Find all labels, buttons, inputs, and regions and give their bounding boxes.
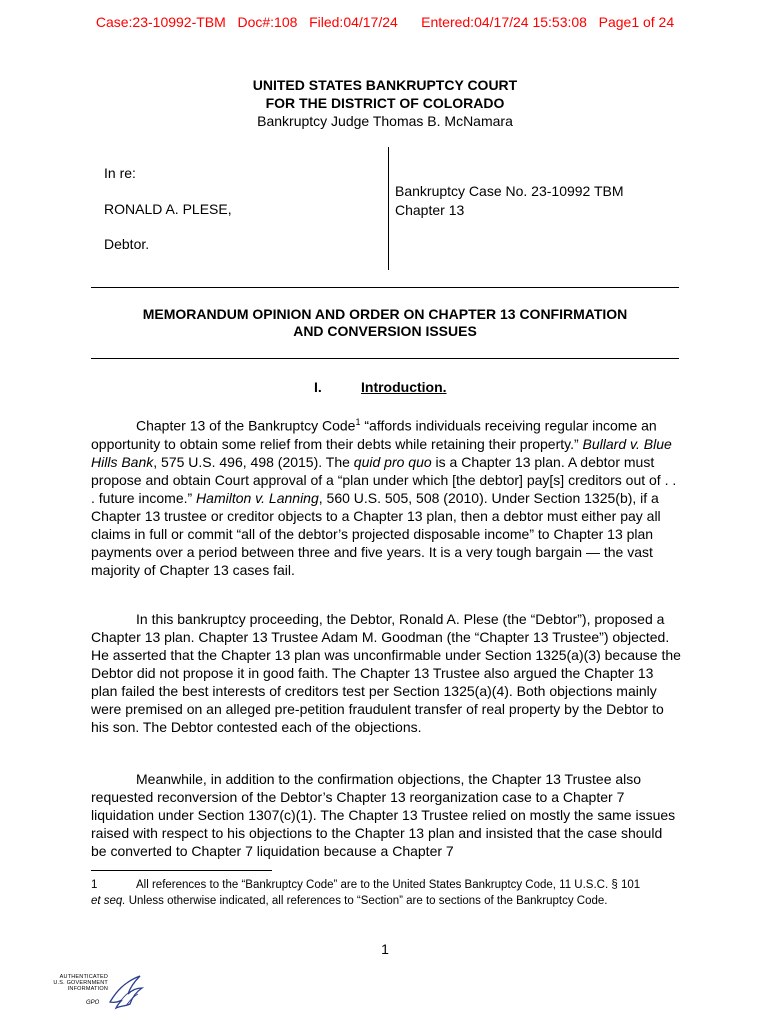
footnote-ref: 1 xyxy=(355,417,361,427)
judge-name: Bankruptcy Judge Thomas B. McNamara xyxy=(257,113,513,129)
footnote-1: 1 All references to the “Bankruptcy Code” are to the United States Bankruptcy Code, 11 U.S.C. § 101 et seq. Unless otherwise indicated, all references to “Section” are to sections of the Bankruptcy Code. xyxy=(91,879,641,907)
case-header-stamp: Case:23-10992-TBM Doc#:108 Filed:04/17/24 Entered:04/17/24 15:53:08 Page1 of 24 xyxy=(95,14,675,30)
document-title xyxy=(0,306,770,340)
gpo-logo-text: AUTHENTICATED U.S. GOVERNMENT INFORMATION xyxy=(53,974,108,992)
title-line2: AND CONVERSION ISSUES xyxy=(293,323,477,339)
eagle-icon xyxy=(106,972,146,1012)
court-heading xyxy=(0,76,770,130)
footnote-rule xyxy=(91,870,272,871)
gpo-label: GPO xyxy=(86,1000,100,1006)
title-rule-top xyxy=(91,287,679,288)
court-name-line1: UNITED STATES BANKRUPTCY COURT xyxy=(252,77,518,93)
caption-debtor-label: Debtor. xyxy=(104,236,150,252)
court-name-line2: FOR THE DISTRICT OF COLORADO xyxy=(265,95,505,111)
caption-debtor-name: RONALD A. PLESE, xyxy=(104,201,232,217)
page-number: 1 xyxy=(381,941,389,957)
section-title: Introduction. xyxy=(361,379,447,395)
title-line1: MEMORANDUM OPINION AND ORDER ON CHAPTER 13 CONFIRMATION xyxy=(142,306,628,322)
paragraph-3: Meanwhile, in addition to the confirmation objections, the Chapter 13 Trustee also requested reconversion of the Debtor’s Chapter 13 reorganization case to a Chapter 7 liquidation under Section 1307(c)(1). The Chapter 13 Trustee relied on mostly the same issues raised with respect to his objections to the Chapter 13 plan and insisted that the case should be converted to Chapter 7 liquidation because a Chapter 7 xyxy=(91,771,676,859)
paragraph-2: In this bankruptcy proceeding, the Debtor, Ronald A. Plese (the “Debtor”), proposed a Chapter 13 plan. Chapter 13 Trustee Adam M. Goodman (the “Chapter 13 Trustee”) objected. He asserted that the Chapter 13 plan was unconfirmable under Section 1325(a)(3) because the Debtor did not propose it in good faith. The Chapter 13 Trustee also argued the Chapter 13 plan failed the best interests of creditors test per Section 1325(a)(4). Both objections mainly were premised on an alleged pre-petition fraudulent transfer of real property by the Debtor to his son. The Debtor contested each of the objections. xyxy=(91,611,681,735)
caption-in-re: In re: xyxy=(104,165,136,181)
caption-divider xyxy=(388,147,389,270)
footnote-mark: 1 xyxy=(91,879,98,891)
title-rule-bottom xyxy=(91,358,679,359)
paragraph-1: Chapter 13 of the Bankruptcy Code$^1$ “affords individuals receiving regular income an opportunity to obtain some relief from their debts while retaining their property.” Bullard v. Blue Hills Bank, 575 U.S. 496, 498 (2015). The quid pro quo is a Chapter 13 plan. A debtor must propose and obtain Court approval of a “plan under which [the debtor] pay[s] creditors out of . . . future income.” Hamilton v. Lanning, 560 U.S. 505, 508 (2010). Under Section 1325(b), if a Chapter 13 trustee or creditor objects to a Chapter 13 plan, then a debtor must either pay all claims in full or commit “all of the debtor’s projected disposable income” to Chapter 13 plan payments over a period between three and five years. It is a very tough bargain — the vast majority of Chapter 13 cases fail. xyxy=(91,417,677,578)
chapter: Chapter 13 xyxy=(395,202,465,218)
caption-case-info xyxy=(395,182,624,220)
section-number: I. xyxy=(314,379,322,395)
case-number: Bankruptcy Case No. 23-10992 TBM xyxy=(395,183,624,199)
gpo-authenticated-logo xyxy=(42,972,152,1016)
